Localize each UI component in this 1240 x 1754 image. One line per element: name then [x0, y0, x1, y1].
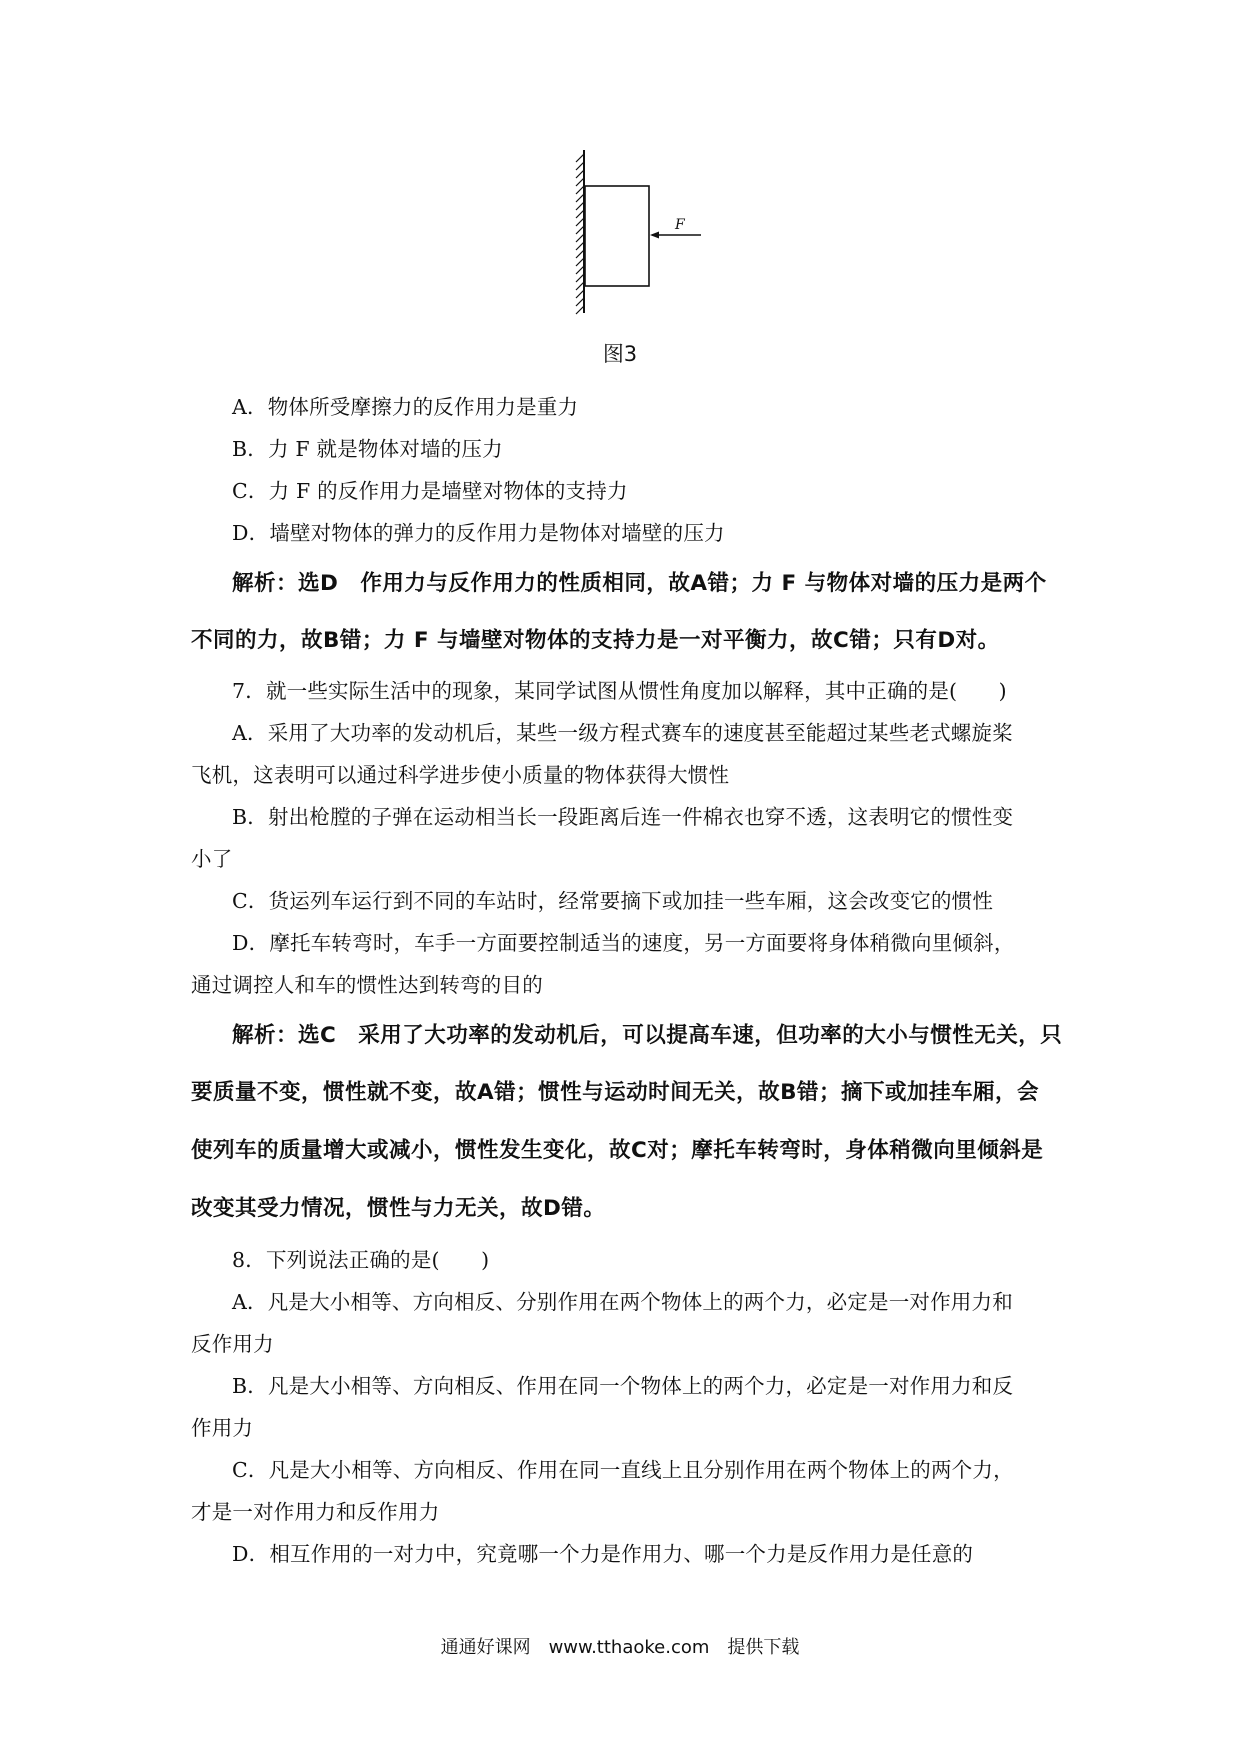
- wall-block-force-figure: [570, 148, 720, 318]
- figure-caption: 图3: [602, 342, 638, 366]
- q7-option-d-line-1: D．摩托车转弯时，车手一方面要控制适当的速度，另一方面要将身体稍微向里倾斜，: [232, 931, 1015, 955]
- q6-option-c: C．力 F 的反作用力是墙壁对物体的支持力: [232, 479, 628, 503]
- wall-hatching: [576, 154, 584, 314]
- q7-option-c: C．货运列车运行到不同的车站时，经常要摘下或加挂一些车厢，这会改变它的惯性: [232, 889, 994, 913]
- q8-option-b-line-1: B．凡是大小相等、方向相反、作用在同一个物体上的两个力，必定是一对作用力和反: [232, 1374, 1014, 1398]
- q8-option-a-line-2: 反作用力: [191, 1332, 274, 1356]
- q7-option-b-line-2: 小了: [191, 847, 233, 871]
- force-arrowhead: [650, 232, 659, 239]
- q7-option-d-line-2: 通过调控人和车的惯性达到转弯的目的: [191, 973, 543, 997]
- page-footer: 通通好课网 www.tthaoke.com 提供下载: [440, 1637, 800, 1658]
- q6-analysis-line-1: 解析：选D 作用力与反作用力的性质相同，故A错；力 F 与物体对墙的压力是两个: [232, 571, 1047, 596]
- q7-option-b-line-1: B．射出枪膛的子弹在运动相当长一段距离后连一件棉衣也穿不透，这表明它的惯性变: [232, 805, 1014, 829]
- q7-option-a-line-1: A．采用了大功率的发动机后，某些一级方程式赛车的速度甚至能超过某些老式螺旋桨: [232, 721, 1013, 745]
- q6-analysis-line-2: 不同的力，故B错；力 F 与墙壁对物体的支持力是一对平衡力，故C错；只有D对。: [191, 628, 1000, 653]
- force-label: F: [675, 217, 685, 233]
- q8-option-d: D．相互作用的一对力中，究竟哪一个力是作用力、哪一个力是反作用力是任意的: [232, 1542, 974, 1566]
- q6-option-d: D．墙壁对物体的弹力的反作用力是物体对墙壁的压力: [232, 521, 725, 545]
- q8-option-c-line-2: 才是一对作用力和反作用力: [191, 1500, 440, 1524]
- q6-option-a: A．物体所受摩擦力的反作用力是重力: [232, 395, 579, 419]
- q7-stem: 7．就一些实际生活中的现象，某同学试图从惯性角度加以解释，其中正确的是( ): [232, 679, 1007, 703]
- q7-analysis-line-2: 要质量不变，惯性就不变，故A错；惯性与运动时间无关，故B错；摘下或加挂车厢，会: [191, 1080, 1040, 1105]
- q8-stem: 8．下列说法正确的是( ): [232, 1248, 490, 1272]
- q7-option-a-line-2: 飞机，这表明可以通过科学进步使小质量的物体获得大惯性: [191, 763, 730, 787]
- q6-option-b: B．力 F 就是物体对墙的压力: [232, 437, 503, 461]
- q7-analysis-line-3: 使列车的质量增大或减小，惯性发生变化，故C对；摩托车转弯时，身体稍微向里倾斜是: [191, 1138, 1044, 1163]
- q8-option-c-line-1: C．凡是大小相等、方向相反、作用在同一直线上且分别作用在两个物体上的两个力，: [232, 1458, 1014, 1482]
- block: [585, 186, 649, 286]
- q7-analysis-line-1: 解析：选C 采用了大功率的发动机后，可以提高车速，但功率的大小与惯性无关，只: [232, 1023, 1063, 1048]
- q8-option-b-line-2: 作用力: [191, 1416, 254, 1440]
- q7-analysis-line-4: 改变其受力情况，惯性与力无关，故D错。: [191, 1196, 606, 1221]
- q8-option-a-line-1: A．凡是大小相等、方向相反、分别作用在两个物体上的两个力，必定是一对作用力和: [232, 1290, 1013, 1314]
